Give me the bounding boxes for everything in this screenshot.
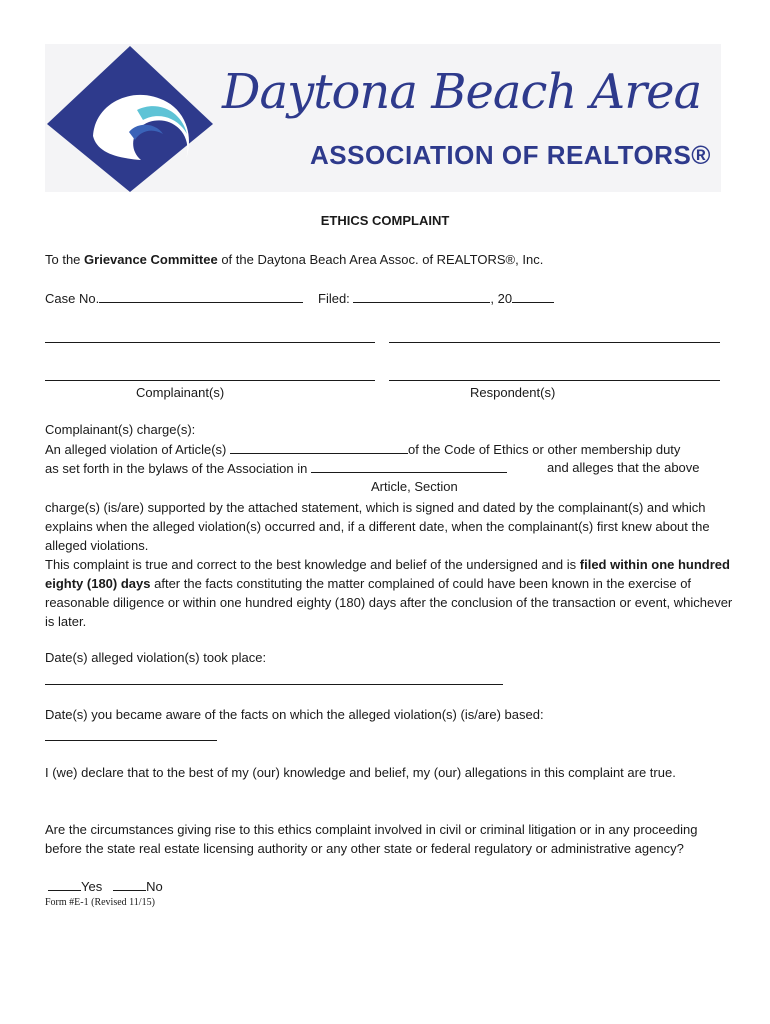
declaration-paragraph: I (we) declare that to the best of my (our) knowledge and belief, my (our) allegations in this complaint are true. — [45, 765, 676, 780]
filed-row — [318, 290, 554, 306]
statement-paragraph: charge(s) (is/are) supported by the attached statement, which is signed and dated by the complainant(s) and which explains when the alleged violation(s) occurred and, if a different date, when the complainant(s) first knew about the alleged violations. — [45, 500, 710, 553]
addressee-line — [45, 252, 543, 267]
filed-year-field[interactable] — [512, 290, 554, 303]
article-field[interactable] — [230, 441, 408, 454]
form-footer: Form #E-1 (Revised 11/15) — [45, 897, 155, 908]
true-correct-prefix: This complaint is true and correct to the best knowledge and belief of the undersigned and is — [45, 557, 580, 572]
complainant-label: Complainant(s) — [136, 385, 225, 400]
respondent-line-1[interactable] — [389, 342, 720, 343]
charges-heading: Complainant(s) charge(s): — [45, 422, 196, 437]
filed-label: Filed: — [318, 291, 350, 306]
dates-aware-label: Date(s) you became aware of the facts on which the alleged violation(s) (is/are) based: — [45, 707, 544, 722]
violation-prefix: An alleged violation of Article(s) — [45, 442, 227, 457]
form-title: ETHICS COMPLAINT — [320, 213, 450, 228]
yes-no-row — [48, 878, 163, 894]
yes-label: Yes — [81, 879, 103, 894]
wave-logo-icon — [45, 44, 215, 192]
year-prefix: 20 — [497, 291, 513, 306]
complainant-line-2[interactable] — [45, 380, 375, 381]
addressee-suffix: of the Daytona Beach Area Assoc. of REALTORS®, Inc. — [217, 252, 544, 267]
filed-date-field[interactable] — [353, 290, 490, 303]
case-number-row — [45, 290, 303, 306]
litigation-question: Are the circumstances giving rise to this ethics complaint involved in civil or criminal litigation or in any proceeding before the state real estate licensing authority or any other state or federal regulatory or administrative agency? — [45, 822, 698, 856]
true-correct-suffix: after the facts constituting the matter complained of could have been known in the exercise of reasonable diligence or within one hundred eighty (180) days after the conclusion of the transaction or event, whichever is later. — [45, 576, 733, 629]
dates-aware-field[interactable] — [45, 740, 217, 741]
filed-comma: , — [490, 291, 495, 306]
no-label: No — [146, 879, 163, 894]
addressee-prefix: To the — [45, 252, 85, 267]
case-number-label: Case No. — [45, 291, 100, 306]
dates-violation-label: Date(s) alleged violation(s) took place: — [45, 650, 267, 665]
dates-violation-field[interactable] — [45, 684, 503, 685]
case-number-field[interactable] — [99, 290, 303, 303]
bylaws-suffix: and alleges that the above — [547, 460, 700, 475]
respondent-line-2[interactable] — [389, 380, 720, 381]
true-correct-paragraph — [45, 555, 735, 631]
bylaws-prefix: as set forth in the bylaws of the Association in — [45, 461, 308, 476]
article-section-caption: Article, Section — [371, 479, 458, 494]
grievance-committee: Grievance Committee — [84, 252, 218, 267]
violation-suffix: of the Code of Ethics or other membership duty — [408, 442, 681, 457]
bylaws-row — [45, 460, 507, 476]
yes-checkbox-line[interactable] — [48, 878, 81, 891]
complainant-line-1[interactable] — [45, 342, 375, 343]
bylaws-article-section-field[interactable] — [311, 460, 507, 473]
logo-subtitle: ASSOCIATION OF REALTORS® — [310, 140, 711, 170]
respondent-label: Respondent(s) — [470, 385, 556, 400]
filed-within-deadline: filed within one hundred eighty (180) days — [45, 557, 730, 591]
violation-row — [45, 441, 680, 457]
no-checkbox-line[interactable] — [113, 878, 146, 891]
logo-title: Daytona Beach Area — [222, 64, 702, 120]
